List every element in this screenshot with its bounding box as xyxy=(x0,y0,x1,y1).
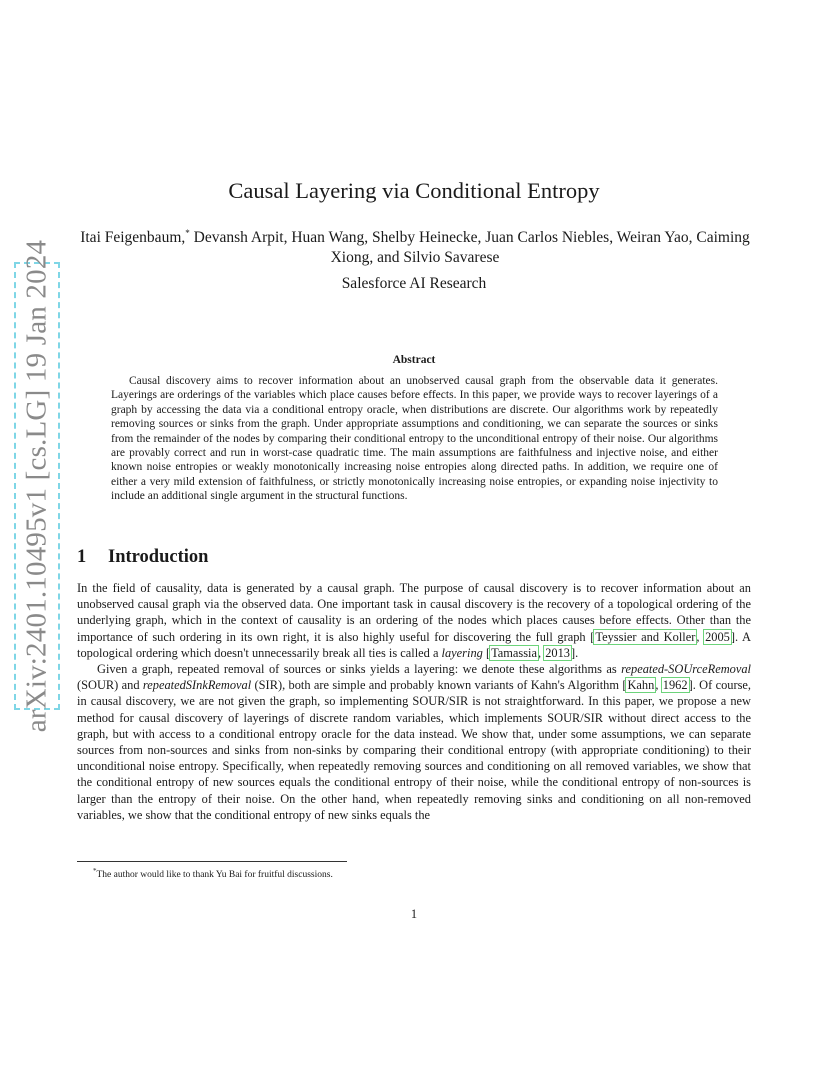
text-run: , xyxy=(655,678,662,693)
citation-year: 1962 xyxy=(662,678,688,693)
affiliation: Salesforce AI Research xyxy=(341,275,487,292)
text-run: In the field of causality, data is generated by a causal graph. The purpose of causal discovery is to recover information about an unobserved causal graph via the observed data. One important task in causal discovery is the recovery of a topological ordering of the underlying graph, which in the context of causality is an ordering of the nodes which places causes before effects. Other than the importance of such ordering in its own right, it is also highly useful for discovering the full graph [ xyxy=(77,581,751,644)
paragraph xyxy=(77,580,751,661)
page-number: 1 xyxy=(410,907,418,921)
citation-link[interactable] xyxy=(662,678,689,692)
text-run: [ xyxy=(482,645,491,660)
first-author: Itai Feigenbaum, xyxy=(80,229,186,247)
text-run: , xyxy=(538,645,545,660)
text-run: Given a graph, repeated removal of sources or sinks yields a layering: we denote these algorithms as xyxy=(97,662,622,677)
citation-author: Kahn xyxy=(627,678,655,693)
citation-link[interactable] xyxy=(626,678,655,692)
citation-link[interactable] xyxy=(544,646,571,660)
text-run: (SOUR) and xyxy=(77,678,143,693)
abstract-heading: Abstract xyxy=(392,354,436,366)
text-run: , xyxy=(696,629,705,644)
citation-link[interactable] xyxy=(490,646,538,660)
section-number: 1 xyxy=(77,547,87,567)
citation-author: Tamassia xyxy=(491,645,538,660)
other-authors: Devansh Arpit, Huan Wang, Shelby Heinecke, Juan Carlos Niebles, Weiran Yao, Caiming Xiong, and Silvio Savarese xyxy=(189,229,750,267)
author-list xyxy=(80,223,750,268)
body-text xyxy=(77,580,751,823)
text-run: (SIR), both are simple and probably known variants of Kahn's Algorithm [ xyxy=(251,678,627,693)
text-run: ]. xyxy=(571,645,579,660)
footnote-mark: * xyxy=(93,867,97,875)
section-heading xyxy=(77,545,208,569)
citation-year: 2005 xyxy=(705,629,730,644)
footnote-divider xyxy=(77,861,347,862)
footnote xyxy=(93,865,333,882)
citation-year: 2013 xyxy=(545,645,570,660)
footnote-text: The author would like to thank Yu Bai for fruitful discussions. xyxy=(96,870,333,881)
abstract-text: Causal discovery aims to recover information about an unobserved causal graph from the observable data it generates. Layerings are orderings of the variables which place causes before effects. In this paper, we provide ways to recover layerings of a graph by accessing the data via a conditional entropy oracle, when distributions are discrete. Our algorithms work by repeatedly removing sources or sinks from the graph. Under appropriate assumptions and conditioning, we can separate the sources or sinks from the remainder of the nodes by comparing their conditional entropy to the unconditional entropy of their noise. Our algorithms are provably correct and run in worst-case quadratic time. The main assumptions are faithfulness and injective noise, and either known noise entropies or weakly monotonically increasing noise entropies along directed paths. In addition, we require one of either a very mild extension of faithfulness, or strictly monotonically increasing noise entropies, or expanding noise injectivity to include an additional single argument in the structural functions. xyxy=(111,375,718,503)
algorithm-name: repeatedSInkRemoval xyxy=(142,678,252,693)
text-run: ]. Of course, in causal discovery, we are not given the graph, so implementing SOUR/SIR is not straightforward. In this paper, we propose a new method for causal discovery of layerings of discrete random variables, which implements SOUR/SIR without direct access to the graph, but with access to a conditional entropy oracle for the data instead. We show that, under some assumptions, we can separate sources from non-sources and sinks from non-sinks by comparing their conditional entropy (with appropriate conditioning) to their unconditional noise entropy. Specifically, when repeatedly removing sources and conditioning on all removed variables, we show that the conditional entropy of new sources equals the conditional entropy of their noise, while the conditional entropy of non-sources is larger than the entropy of their noise. On the other hand, when repeatedly removing sinks and conditioning on all non-removed variables, we show that the conditional entropy of new sinks equals the xyxy=(77,678,752,822)
section-title: Introduction xyxy=(108,547,209,567)
paragraph xyxy=(77,661,751,823)
arxiv-id: arXiv:2401.10495v1 [cs.LG] 19 Jan 2024 xyxy=(20,239,53,733)
citation-link[interactable] xyxy=(594,630,696,644)
footnote-mark[interactable]: * xyxy=(185,228,190,238)
paper-title: Causal Layering via Conditional Entropy xyxy=(228,178,600,203)
arxiv-stamp[interactable] xyxy=(14,239,60,733)
emphasized-term: layering xyxy=(441,645,483,660)
algorithm-name: repeated-SOUrceRemoval xyxy=(621,662,751,677)
citation-link[interactable] xyxy=(704,630,731,644)
citation-author: Teyssier and Koller xyxy=(595,629,696,644)
text-run: ]. A topological ordering which doesn't unnecessarily break all ties is called a xyxy=(77,629,752,660)
